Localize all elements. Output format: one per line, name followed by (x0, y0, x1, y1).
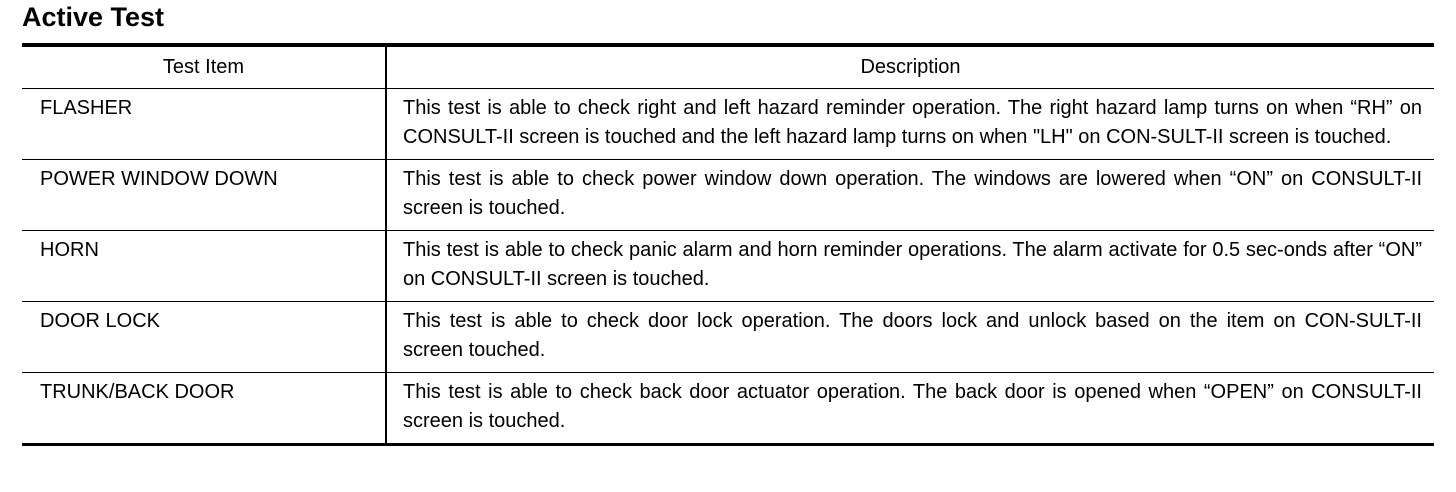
description-cell: This test is able to check right and left hazard reminder operation. The right hazard lamp turns on when “RH” on CONSULT-II screen is touched and the left hazard lamp turns on when "LH" on CON-SULT-II screen is touched. (386, 89, 1434, 160)
table-row (22, 231, 1434, 302)
test-item-cell: HORN (22, 231, 386, 302)
description-cell: This test is able to check door lock operation. The doors lock and unlock based on the item on CON-SULT-II screen touched. (386, 302, 1434, 373)
table-header-row (22, 45, 1434, 89)
table-row (22, 302, 1434, 373)
header-test-item: Test Item (22, 45, 386, 89)
test-item-cell: POWER WINDOW DOWN (22, 160, 386, 231)
test-item-cell: FLASHER (22, 89, 386, 160)
page-title: Active Test (22, 2, 165, 32)
description-cell: This test is able to check panic alarm and horn reminder operations. The alarm activate for 0.5 sec-onds after “ON” on CONSULT-II screen is touched. (386, 231, 1434, 302)
description-cell: This test is able to check back door actuator operation. The back door is opened when “OPEN” on CONSULT-II screen is touched. (386, 373, 1434, 445)
table-row (22, 89, 1434, 160)
test-item-cell: DOOR LOCK (22, 302, 386, 373)
table-row (22, 160, 1434, 231)
test-item-cell: TRUNK/BACK DOOR (22, 373, 386, 445)
description-cell: This test is able to check power window down operation. The windows are lowered when “ON” on CONSULT-II screen is touched. (386, 160, 1434, 231)
header-description: Description (386, 45, 1434, 89)
active-test-table (22, 43, 1434, 446)
table-row (22, 373, 1434, 445)
